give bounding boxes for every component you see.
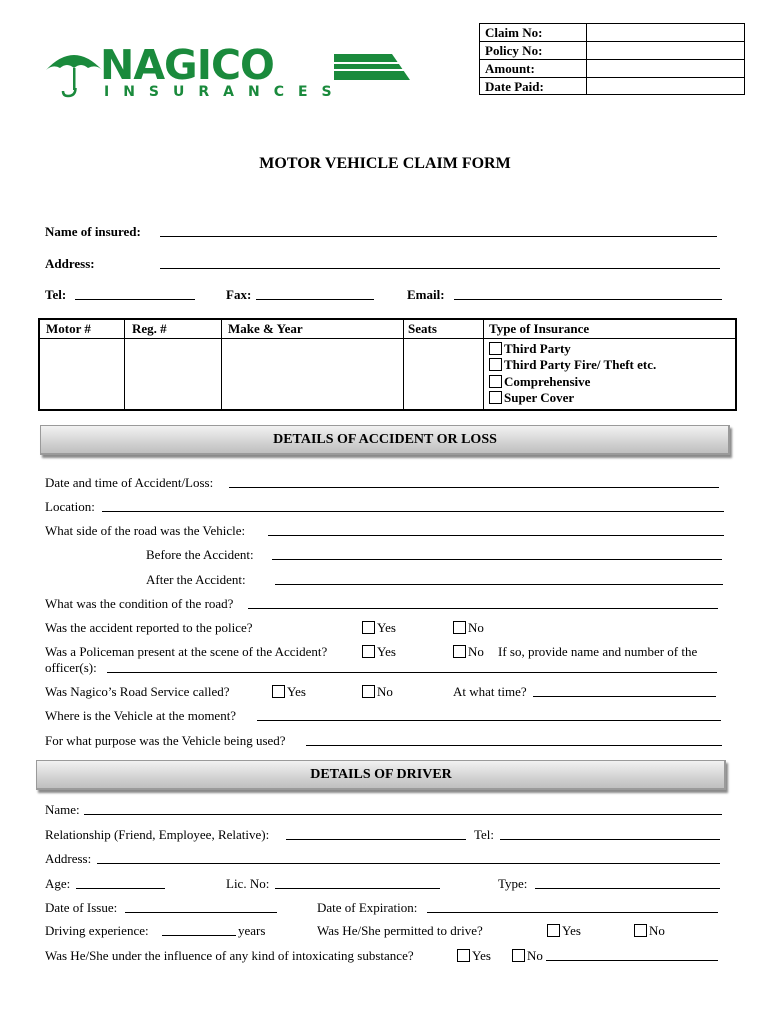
driver-section-heading: DETAILS OF DRIVER [36, 760, 726, 790]
insurance-option-third-party[interactable]: Third Party [489, 341, 571, 357]
driver-name-field[interactable] [84, 814, 722, 815]
date-of-expiration-label: Date of Expiration: [317, 900, 418, 915]
policeman-label: Was a Policeman present at the scene of the Accident? [45, 644, 328, 659]
vehicle-table [38, 318, 737, 411]
influence-yes-option[interactable]: Yes [457, 948, 491, 964]
date-time-label: Date and time of Accident/Loss: [45, 475, 214, 490]
amount-label: Amount: [485, 61, 535, 76]
driver-name-label: Name: [45, 802, 80, 817]
before-accident-label: Before the Accident: [146, 547, 254, 562]
lic-type-field[interactable] [535, 888, 720, 889]
relationship-label: Relationship (Friend, Employee, Relative): [45, 827, 270, 842]
col-seats: Seats [408, 321, 437, 336]
checkbox-icon [634, 924, 647, 937]
checkbox-icon [512, 949, 525, 962]
policy-no-label: Policy No: [485, 43, 543, 58]
checkbox-icon [489, 391, 502, 404]
date-of-expiration-field[interactable] [427, 912, 718, 913]
permitted-yes-option[interactable]: Yes [547, 923, 581, 939]
date-time-field[interactable] [229, 487, 719, 488]
checkbox-icon [489, 342, 502, 355]
reported-yes-option[interactable]: Yes [362, 620, 396, 636]
at-what-time-field[interactable] [533, 696, 716, 697]
tel-label: Tel: [45, 287, 67, 302]
road-side-field[interactable] [268, 535, 724, 536]
location-label: Location: [45, 499, 95, 514]
lic-no-field[interactable] [275, 888, 440, 889]
col-motor: Motor # [46, 321, 91, 336]
road-service-label: Was Nagico’s Road Service called? [45, 684, 230, 699]
influence-details-field[interactable] [546, 960, 718, 961]
after-accident-label: After the Accident: [146, 572, 246, 587]
col-type-of-insurance: Type of Insurance [489, 321, 590, 336]
tel-field[interactable] [75, 299, 195, 300]
road-service-yes-option[interactable]: Yes [272, 684, 306, 700]
purpose-field[interactable] [306, 745, 722, 746]
relationship-field[interactable] [286, 839, 466, 840]
driver-address-field[interactable] [97, 863, 720, 864]
accident-section-heading: DETAILS OF ACCIDENT OR LOSS [40, 425, 730, 455]
form-title: MOTOR VEHICLE CLAIM FORM [259, 155, 511, 172]
checkbox-icon [489, 375, 502, 388]
insurance-option-comprehensive[interactable]: Comprehensive [489, 374, 590, 390]
influence-label: Was He/She under the influence of any kind of intoxicating substance? [45, 948, 414, 963]
location-field[interactable] [102, 511, 724, 512]
insurance-option-fire-theft[interactable]: Third Party Fire/ Theft etc. [489, 357, 656, 373]
email-field[interactable] [454, 299, 722, 300]
officer-field[interactable] [107, 672, 717, 673]
officer-label: officer(s): [45, 660, 97, 675]
checkbox-icon [362, 621, 375, 634]
driver-address-label: Address: [45, 851, 92, 866]
name-of-insured-field[interactable] [160, 236, 717, 237]
brand-name: NAGICO [100, 41, 274, 89]
vehicle-location-field[interactable] [257, 720, 721, 721]
address-field[interactable] [160, 268, 720, 269]
lic-no-label: Lic. No: [226, 876, 270, 891]
checkbox-icon [453, 645, 466, 658]
driver-tel-label: Tel: [474, 827, 495, 842]
checkbox-icon [362, 685, 375, 698]
checkbox-icon [547, 924, 560, 937]
date-paid-label: Date Paid: [485, 79, 544, 94]
if-so-note: If so, provide name and number of the [498, 644, 698, 659]
claim-info-box [479, 23, 745, 95]
age-field[interactable] [76, 888, 165, 889]
checkbox-icon [272, 685, 285, 698]
checkbox-icon [489, 358, 502, 371]
checkbox-icon [362, 645, 375, 658]
driving-experience-label: Driving experience: [45, 923, 149, 938]
nagico-logo [44, 42, 410, 102]
purpose-label: For what purpose was the Vehicle being used? [45, 733, 286, 748]
lic-type-label: Type: [498, 876, 528, 891]
claim-no-label: Claim No: [485, 25, 543, 40]
road-side-label: What side of the road was the Vehicle: [45, 523, 246, 538]
driving-experience-field[interactable] [162, 935, 236, 936]
years-label: years [238, 923, 266, 938]
vehicle-location-label: Where is the Vehicle at the moment? [45, 708, 237, 723]
at-what-time-label: At what time? [453, 684, 527, 699]
date-of-issue-field[interactable] [125, 912, 277, 913]
road-condition-field[interactable] [248, 608, 718, 609]
age-label: Age: [45, 876, 71, 891]
date-of-issue-label: Date of Issue: [45, 900, 118, 915]
checkbox-icon [453, 621, 466, 634]
policeman-yes-option[interactable]: Yes [362, 644, 396, 660]
name-of-insured-label: Name of insured: [45, 224, 141, 239]
driver-tel-field[interactable] [500, 839, 720, 840]
fax-field[interactable] [256, 299, 374, 300]
influence-no-option[interactable]: No [512, 948, 543, 964]
col-reg: Reg. # [132, 321, 167, 336]
permitted-no-option[interactable]: No [634, 923, 665, 939]
road-service-no-option[interactable]: No [362, 684, 393, 700]
insurance-option-super-cover[interactable]: Super Cover [489, 390, 574, 406]
road-condition-label: What was the condition of the road? [45, 596, 234, 611]
brand-subtitle: INSURANCES [104, 84, 346, 100]
reported-label: Was the accident reported to the police? [45, 620, 253, 635]
col-make-year: Make & Year [228, 321, 303, 336]
after-accident-field[interactable] [275, 584, 723, 585]
reported-no-option[interactable]: No [453, 620, 484, 636]
email-label: Email: [407, 287, 445, 302]
fax-label: Fax: [226, 287, 252, 302]
checkbox-icon [457, 949, 470, 962]
policeman-no-option[interactable]: No [453, 644, 484, 660]
address-label: Address: [45, 256, 95, 271]
before-accident-field[interactable] [272, 559, 722, 560]
permitted-label: Was He/She permitted to drive? [317, 923, 483, 938]
